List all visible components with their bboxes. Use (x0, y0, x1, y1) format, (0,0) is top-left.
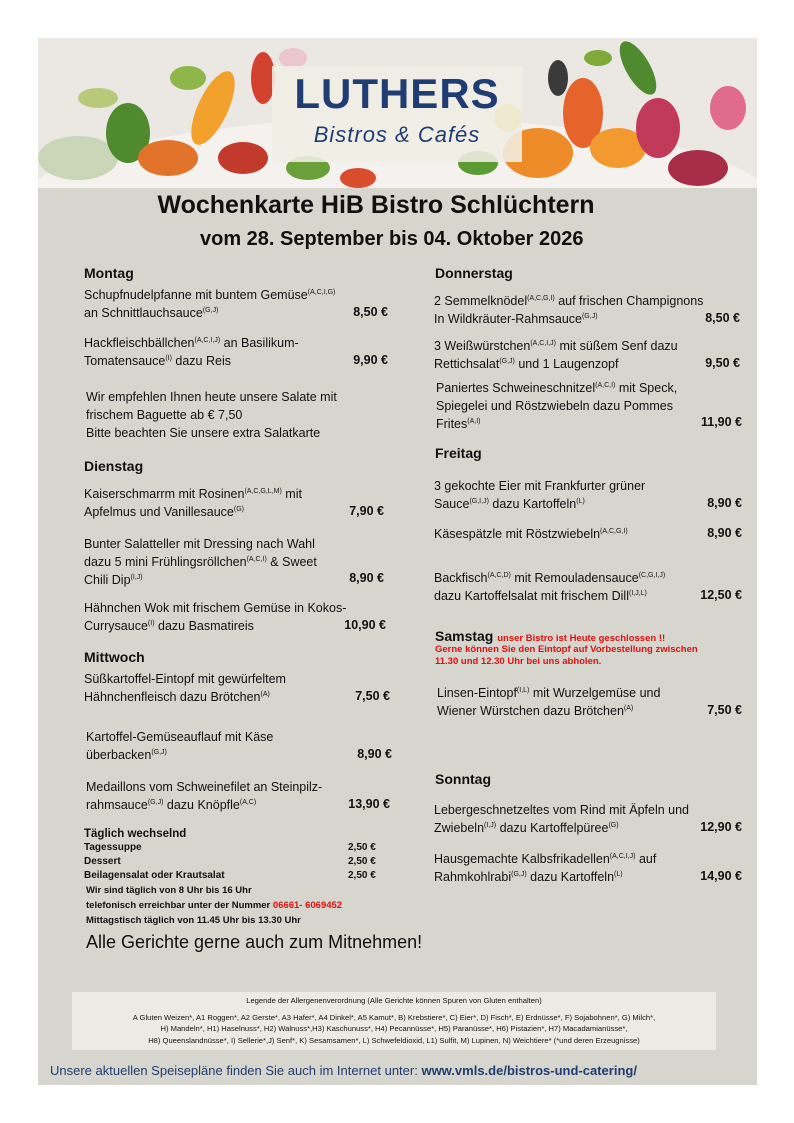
website-link[interactable]: www.vmls.de/bistros-und-catering/ (421, 1063, 637, 1078)
menu-title: Wochenkarte HiB Bistro Schlüchtern (157, 191, 595, 219)
phone-label: telefonisch erreichbar unter der Nummer (86, 900, 271, 911)
legend-title: Legende der Allergenenverordnung (Alle Gerichte können Spuren von Gluten enthalten) (246, 996, 542, 1005)
hero-food-image (38, 38, 757, 188)
day-name: Samstag (435, 628, 494, 644)
daily-item-label: Dessert (84, 856, 121, 867)
takeaway-note: Alle Gerichte gerne auch zum Mitnehmen! (86, 932, 423, 952)
dish-samstag-1: Linsen-Eintopf$^{(I,L)}$ mit Wurzelgemüse und Wiener Würstchen dazu Brötchen$^{(A)}$ (437, 686, 661, 718)
price-sonntag-1: 12,90 € (700, 820, 742, 834)
dish-sonntag-1: Lebergeschnetzeltes vom Rind mit Äpfeln und Zwiebeln$^{(I,J)}$ dazu Kartoffelpüree$^{(G)}$ (434, 803, 690, 835)
price-mittwoch-3: 13,90 € (348, 797, 390, 811)
day-heading-donnerstag: Donnerstag (435, 265, 513, 281)
dish-freitag-1: 3 gekochte Eier mit Frankfurter grüner Sauce$^{(G,I,J)}$ dazu Kartoffeln$^{(L)}$ (434, 479, 646, 511)
menu-sheet (38, 38, 757, 1085)
dish-dienstag-2: Bunter Salatteller mit Dressing nach Wahl dazu 5 mini Frühlingsröllchen$^{(A,C,I)}$ & Sweet Chili Dip$^{(I,J)}$ (84, 537, 317, 587)
price-freitag-2: 8,90 € (707, 526, 742, 540)
day-heading-samstag (435, 628, 665, 644)
footer (50, 1063, 637, 1078)
dish-mittwoch-3: Medaillons vom Schweinefilet an Steinpilz- rahmsauce$^{(G,J)}$ dazu Knöpfle$^{(A,C)}$ (86, 780, 323, 812)
legend-line: H) Mandeln*, H1) Haselnuss*, H2) Walnuss*,H3) Kaschunuss*, H4) Pecannüsse*, H5) Paranüsse*, H6) Pistazien*, H7) Macadamianüsse*, (160, 1024, 628, 1033)
daily-item-label: Beilagensalat oder Krautsalat (84, 870, 225, 881)
daily-item-price: 2,50 € (348, 870, 376, 881)
price-donnerstag-3: 11,90 € (700, 415, 742, 429)
lunch-hours: Mittagstisch täglich von 11.45 Uhr bis 13.30 Uhr (86, 915, 301, 926)
dish-montag-2: Hackfleischbällchen$^{(A,C,I,J)}$ an Basilikum- Tomatensauce$^{(I)}$ dazu Reis (84, 336, 299, 368)
price-dienstag-3: 10,90 € (344, 618, 386, 632)
price-donnerstag-2: 9,50 € (705, 356, 740, 370)
day-heading-sonntag: Sonntag (435, 771, 491, 787)
dish-sonntag-2: Hausgemachte Kalbsfrikadellen$^{(A,C,I,J)}$ auf Rahmkohlrabi$^{(G,J)}$ dazu Kartoffeln$^{(L)}$ (434, 852, 657, 884)
price-dienstag-2: 8,90 € (349, 571, 384, 585)
price-freitag-3: 12,50 € (700, 588, 742, 602)
dish-text: an Schnittlauchsauce (84, 306, 203, 320)
dish-freitag-2: Käsespätzle mit Röstzwiebeln$^{(A,C,G,I)}$ (434, 527, 628, 541)
menu-period: vom 28. September bis 04. Oktober 2026 (200, 228, 584, 250)
allergen-legend (72, 992, 716, 1050)
daily-item-price: 2,50 € (348, 842, 376, 853)
brand-subtitle: Bistros & Cafés (313, 122, 481, 147)
dish-mittwoch-1: Süßkartoffel-Eintopf mit gewürfeltem Hähnchenfleisch dazu Brötchen$^{(A)}$ (84, 672, 286, 704)
phone-line (86, 900, 342, 912)
price-mittwoch-2: 8,90 € (357, 747, 392, 761)
daily-heading: Täglich wechselnd (84, 828, 187, 840)
day-heading-freitag: Freitag (435, 445, 482, 461)
allergen-codes: (A,C,I,G) (307, 289, 336, 296)
price-mittwoch-1: 7,50 € (355, 689, 390, 703)
dish-montag-1 (84, 286, 335, 322)
dish-donnerstag-3: Paniertes Schweineschnitzel$^{(A,C,I)}$ mit Speck, Spiegelei und Röstzwiebeln dazu Pommes Frites$^{(A,I)}$ (436, 381, 678, 431)
legend-line: A Gluten Weizen*, A1 Roggen*, A2 Gerste*, A3 Hafer*, A4 Dinkel*, A5 Kamut*, B) Krebstiere*, C) Eier*, D) Fisch*, E) Erdnüsse*, F) Sojabohnen*, G) Milch*, (132, 1012, 656, 1022)
price-samstag-1: 7,50 € (707, 703, 742, 717)
dish-donnerstag-1: 2 Semmelknödel$^{(A,C,G,I)}$ auf frischen Champignons In Wildkräuter-Rahmsauce$^{(G,J)}$ (434, 294, 704, 326)
opening-hours: Wir sind täglich von 8 Uhr bis 16 Uhr (86, 885, 252, 896)
allergen-codes: (G,J) (202, 307, 219, 314)
price-montag-2: 9,90 € (353, 353, 388, 367)
price-donnerstag-1: 8,50 € (705, 311, 740, 325)
daily-item-label: Tagessuppe (84, 842, 142, 853)
footer-text: Unsere aktuellen Speisepläne finden Sie auch im Internet unter: (50, 1063, 422, 1078)
dish-dienstag-1: Kaiserschmarrm mit Rosinen$^{(A,C,G,L,M)}$ mit Apfelmus und Vanillesauce$^{(G)}$ (84, 487, 302, 519)
price-dienstag-1: 7,90 € (349, 504, 384, 518)
daily-item-price: 2,50 € (348, 856, 376, 867)
brand-logo (272, 66, 522, 162)
price-freitag-1: 8,90 € (707, 496, 742, 510)
legend-line: H8) Queenslandnüsse*, I) Sellerie*,J) Senf*, K) Sesamsamen*, L) Schwefeldioxid, L1) Sulfit, M) Lupinen, N) Weichtiere* (*und deren Erzeugnisse) (148, 1035, 640, 1045)
dish-donnerstag-2: 3 Weißwürstchen$^{(A,C,I,J)}$ mit süßem Senf dazu Rettichsalat$^{(G,J)}$ und 1 Laugenzopf (434, 339, 678, 371)
salad-recommendation: Wir empfehlen Ihnen heute unsere Salate mit frischem Baguette ab € 7,50 Bitte beachten Sie unsere extra Salatkarte (86, 390, 337, 440)
price-montag-1: 8,50 € (353, 305, 388, 319)
pre-order-notice: Gerne können Sie den Eintopf auf Vorbestellung zwischen 11.30 und 12.30 Uhr bei uns abholen. (435, 644, 698, 667)
price-sonntag-2: 14,90 € (700, 869, 742, 883)
phone-number[interactable]: 06661- 6069452 (272, 900, 343, 911)
dish-mittwoch-2: Kartoffel-Gemüseauflauf mit Käse überbacken$^{(G,J)}$ (86, 730, 274, 762)
day-heading-montag: Montag (84, 265, 134, 281)
dish-freitag-3: Backfisch$^{(A,C,D)}$ mit Remouladensauce$^{(C,G,I,J)}$ dazu Kartoffelsalat mit frischem Dill$^{(I,J,L)}$ (434, 571, 666, 603)
closed-notice: unser Bistro ist Heute geschlossen !! (497, 633, 666, 644)
day-heading-dienstag: Dienstag (84, 458, 144, 474)
day-heading-mittwoch: Mittwoch (84, 649, 145, 665)
dish-text: Schupfnudelpfanne mit buntem Gemüse (84, 288, 308, 302)
dish-dienstag-3: Hähnchen Wok mit frischem Gemüse in Kokos- Currysauce$^{(I)}$ dazu Basmatireis (84, 601, 347, 633)
brand-name: LUTHERS (294, 70, 500, 117)
